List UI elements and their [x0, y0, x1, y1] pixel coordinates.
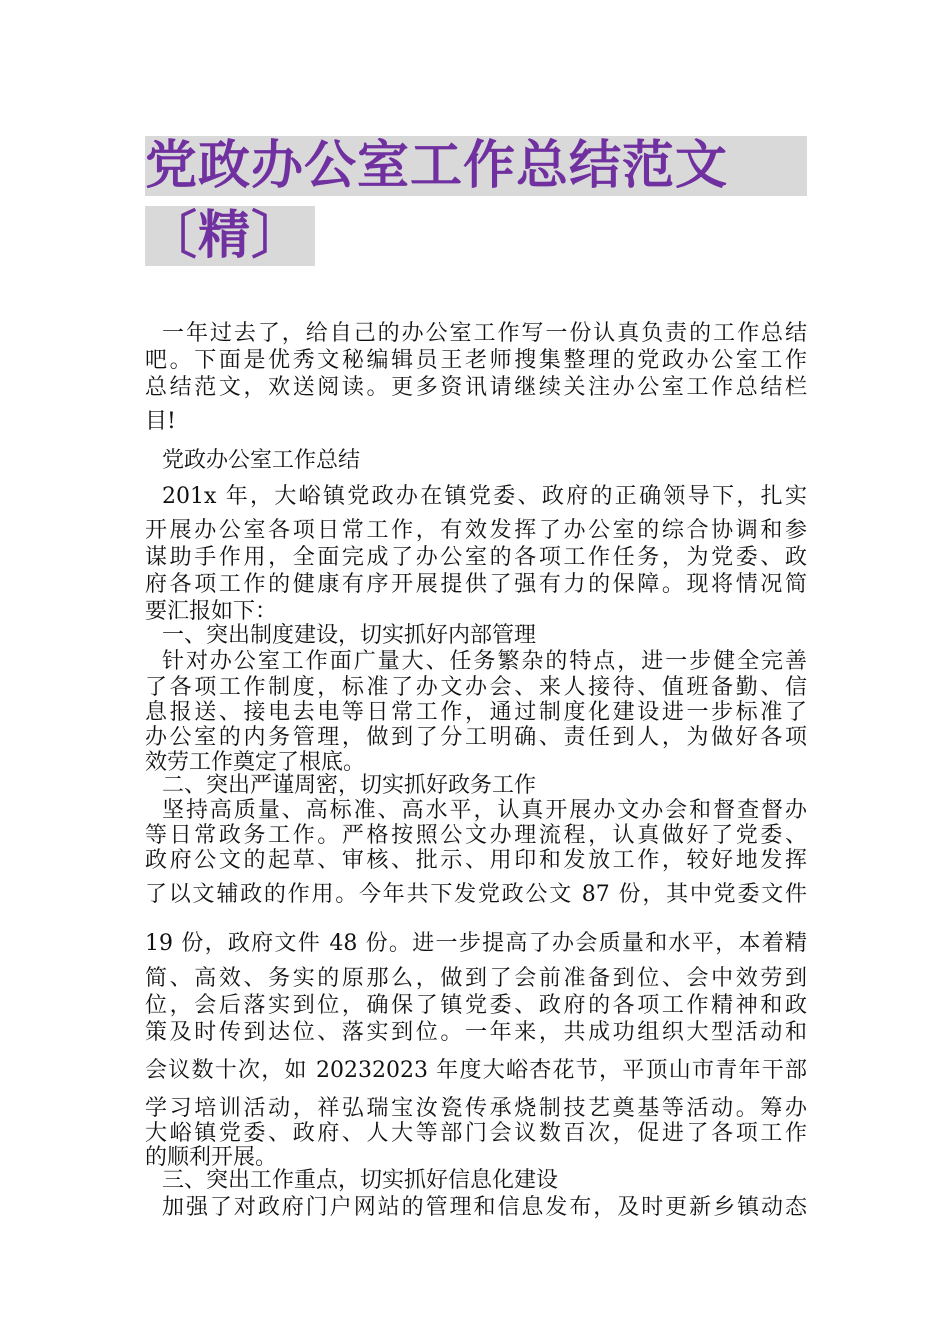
paragraph-line: 加强了对政府门户网站的管理和信息发布，及时更新乡镇动态	[162, 1195, 807, 1220]
document-title-line-2: 〔精〕	[145, 206, 315, 266]
paragraph-line: 目!	[145, 409, 176, 434]
paragraph-line: 简、高效、务实的原那么，做到了会前准备到位、会中效劳到	[145, 966, 807, 991]
paragraph-line: 201x 年，大峪镇党政办在镇党委、政府的正确领导下，扎实	[162, 484, 807, 509]
paragraph-line: 针对办公室工作面广量大、任务繁杂的特点，进一步健全完善	[162, 649, 807, 674]
paragraph-line: 办公室的内务管理，做到了分工明确、责任到人，为做好各项	[145, 725, 807, 750]
paragraph-line: 学习培训活动，祥弘瑞宝汝瓷传承烧制技艺奠基等活动。筹办	[145, 1096, 807, 1121]
paragraph-line: 坚持高质量、高标准、高水平，认真开展办文办会和督查督办	[162, 798, 807, 823]
paragraph-line: 大峪镇党委、政府、人大等部门会议数百次，促进了各项工作	[145, 1121, 807, 1146]
paragraph-line: 谋助手作用，全面完成了办公室的各项工作任务，为党委、政	[145, 545, 807, 570]
paragraph-line: 吧。下面是优秀文秘编辑员王老师搜集整理的党政办公室工作	[145, 348, 807, 373]
paragraph-line: 效劳工作奠定了根底。	[145, 750, 366, 775]
paragraph-line: 位，会后落实到位，确保了镇党委、政府的各项工作精神和政	[145, 993, 807, 1018]
document-title-line-1: 党政办公室工作总结范文	[145, 136, 807, 196]
paragraph-line: 总结范文，欢送阅读。更多资讯请继续关注办公室工作总结栏	[145, 375, 807, 400]
section-heading: 一、突出制度建设，切实抓好内部管理	[162, 623, 537, 648]
paragraph-line: 会议数十次，如 20232023 年度大峪杏花节，平顶山市青年干部	[145, 1058, 807, 1083]
section-heading: 三、突出工作重点，切实抓好信息化建设	[162, 1168, 559, 1193]
paragraph-line: 开展办公室各项日常工作，有效发挥了办公室的综合协调和参	[145, 518, 807, 543]
paragraph-line: 要汇报如下：	[145, 599, 278, 624]
section-heading: 二、突出严谨周密，切实抓好政务工作	[162, 773, 537, 798]
paragraph-line: 府各项工作的健康有序开展提供了强有力的保障。现将情况简	[145, 572, 807, 597]
paragraph-line: 的顺利开展。	[145, 1145, 278, 1170]
section-heading: 党政办公室工作总结	[162, 448, 361, 473]
paragraph-line: 等日常政务工作。严格按照公文办理流程，认真做好了党委、	[145, 823, 807, 848]
paragraph-line: 19 份，政府文件 48 份。进一步提高了办会质量和水平，本着精	[145, 931, 807, 956]
paragraph-line: 政府公文的起草、审核、批示、用印和发放工作，较好地发挥	[145, 848, 807, 873]
paragraph-line: 了以文辅政的作用。今年共下发党政公文 87 份，其中党委文件	[145, 882, 807, 907]
paragraph-line: 息报送、接电去电等日常工作，通过制度化建设进一步标准了	[145, 700, 807, 725]
paragraph-line: 策及时传到达位、落实到位。一年来，共成功组织大型活动和	[145, 1020, 807, 1045]
paragraph-line: 一年过去了，给自己的办公室工作写一份认真负责的工作总结	[162, 321, 807, 346]
paragraph-line: 了各项工作制度，标准了办文办会、来人接待、值班备勤、信	[145, 675, 807, 700]
